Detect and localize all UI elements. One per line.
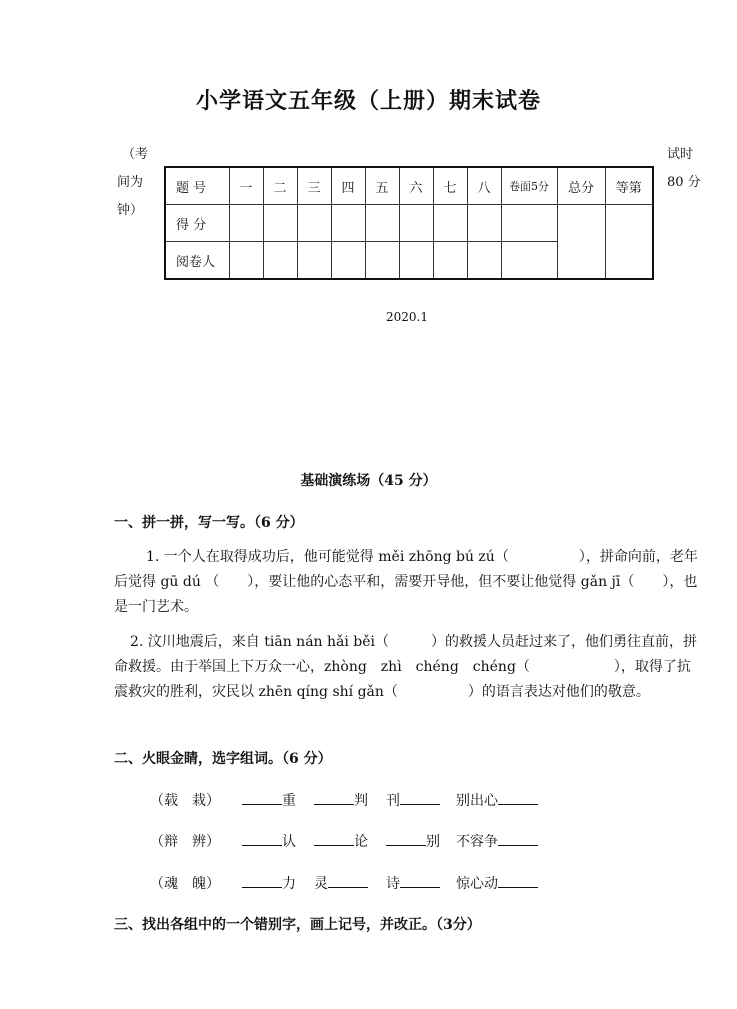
exam-date: 2020.1 — [386, 310, 428, 324]
score-cell — [229, 205, 263, 242]
header-cell: 五 — [365, 167, 399, 205]
grader-cell — [365, 242, 399, 280]
score-table-header-row — [165, 167, 653, 205]
total-cell — [557, 205, 605, 280]
side-note-left-2: 间为 — [117, 175, 144, 190]
grader-cell — [501, 242, 557, 280]
word-item: 力 — [242, 873, 296, 893]
grader-cell — [433, 242, 467, 280]
grader-cell — [229, 242, 263, 280]
answer-blank[interactable] — [314, 831, 354, 846]
side-note-right-1: 试时 — [667, 147, 694, 162]
header-cell: 题 号 — [165, 167, 229, 205]
answer-blank[interactable] — [400, 790, 440, 805]
header-cell: 八 — [467, 167, 501, 205]
word-item: 认 — [242, 831, 296, 851]
word-item: 重 — [242, 790, 296, 810]
word-item: 惊心动 — [456, 873, 538, 893]
side-note-left-3: 钟） — [117, 203, 144, 218]
score-cell — [263, 205, 297, 242]
grader-cell — [263, 242, 297, 280]
word-item: 判 — [314, 790, 368, 810]
word-item: 诗 — [386, 873, 440, 893]
answer-blank[interactable] — [498, 873, 538, 888]
header-cell: 六 — [399, 167, 433, 205]
answer-blank[interactable] — [498, 790, 538, 805]
question-2-heading: 二、火眼金睛，选字组词。（6 分） — [114, 751, 332, 767]
header-cell: 卷面5分 — [501, 167, 557, 205]
word-row-chars: （魂 魄） — [150, 876, 220, 892]
header-cell: 三 — [297, 167, 331, 205]
answer-blank[interactable] — [400, 873, 440, 888]
question-1-paragraph-2: 2. 汶川地震后，来自 tiān nán hǎi běi（ ）的救援人员赶过来了，他们勇往直前，拼命救援。由于举国上下万众一心，zhòng zhì chéng chéng（ ），取得了抗震救灾的胜利，灾民以 zhēn qíng shí gǎn（ ）的语言表达对他们的敬意。 — [114, 634, 698, 700]
header-cell: 一 — [229, 167, 263, 205]
word-item: 论 — [314, 831, 368, 851]
word-item: 别出心 — [456, 790, 538, 810]
header-cell: 二 — [263, 167, 297, 205]
word-item: 不容争 — [456, 831, 538, 851]
header-cell: 总分 — [557, 167, 605, 205]
word-item: 别 — [386, 831, 440, 851]
section-title: 基础演练场（45 分） — [300, 473, 437, 489]
row-label-score: 得 分 — [165, 205, 229, 242]
score-cell — [331, 205, 365, 242]
score-cell — [467, 205, 501, 242]
word-item: 刊 — [386, 790, 440, 810]
word-item: 灵 — [314, 873, 368, 893]
header-cell: 等第 — [605, 167, 653, 205]
row-label-grader: 阅卷人 — [165, 242, 229, 280]
side-note-right-2: 80 分 — [667, 175, 701, 190]
word-row-chars: （辩 辨） — [150, 834, 220, 850]
score-cell — [297, 205, 331, 242]
answer-blank[interactable] — [242, 831, 282, 846]
answer-blank[interactable] — [314, 790, 354, 805]
score-cell — [433, 205, 467, 242]
answer-blank[interactable] — [242, 790, 282, 805]
grade-cell — [605, 205, 653, 280]
question-1-heading: 一、拼一拼，写一写。（6 分） — [114, 515, 304, 531]
word-row-chars: （载 栽） — [150, 793, 220, 809]
answer-blank[interactable] — [498, 831, 538, 846]
exam-title: 小学语文五年级（上册）期末试卷 — [195, 88, 541, 114]
question-3-heading: 三、找出各组中的一个错别字，画上记号，并改正。（3分） — [114, 917, 481, 933]
question-1-paragraph-1: 1. 一个人在取得成功后，他可能觉得 měi zhōng bú zú（ ），拼命向前，老年后觉得 gū dú （ ），要让他的心态平和，需要开导他，但不要让他觉得 gǎn jī（ ），也是一门艺术。 — [114, 549, 698, 615]
grader-cell — [399, 242, 433, 280]
answer-blank[interactable] — [386, 831, 426, 846]
answer-blank[interactable] — [242, 873, 282, 888]
score-cell — [399, 205, 433, 242]
score-cell — [365, 205, 399, 242]
score-table-score-row — [165, 205, 653, 242]
header-cell: 四 — [331, 167, 365, 205]
grader-cell — [331, 242, 365, 280]
grader-cell — [467, 242, 501, 280]
answer-blank[interactable] — [328, 873, 368, 888]
grader-cell — [297, 242, 331, 280]
header-cell: 七 — [433, 167, 467, 205]
side-note-left-1: （考 — [122, 147, 149, 162]
score-cell — [501, 205, 557, 242]
score-table — [164, 166, 654, 280]
